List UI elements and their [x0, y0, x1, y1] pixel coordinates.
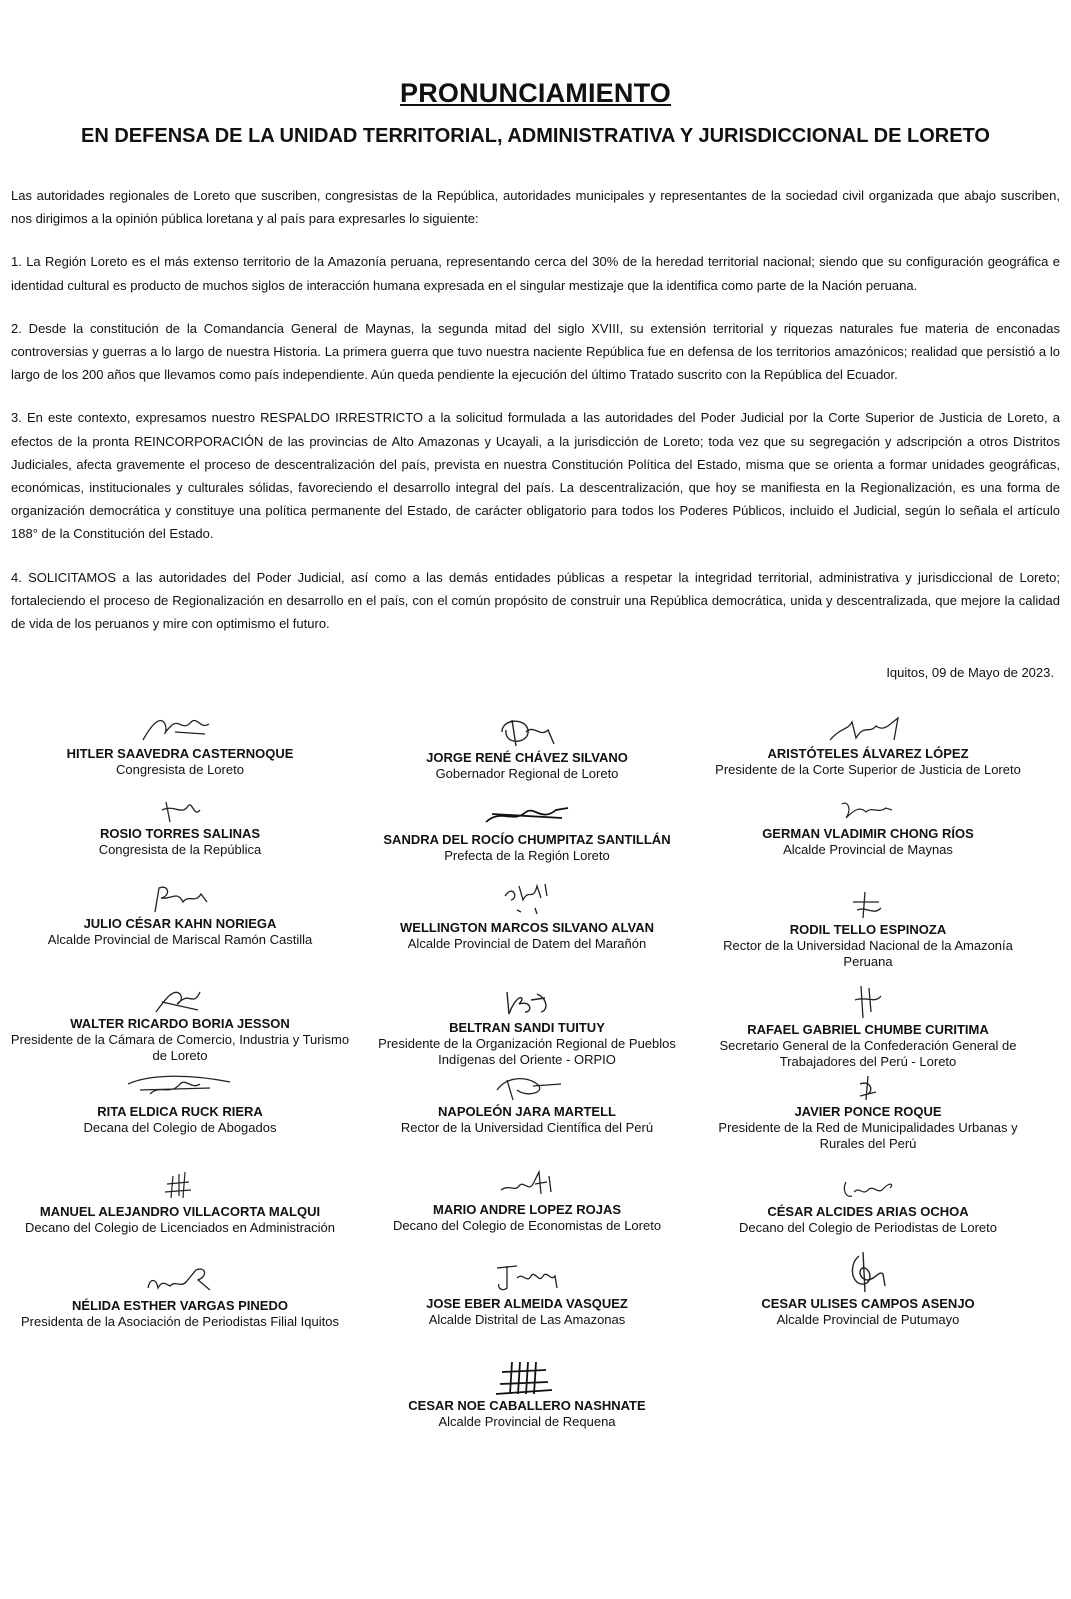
signatory-name: ARISTÓTELES ÁLVAREZ LÓPEZ — [767, 746, 969, 761]
signatory-role: Presidenta de la Asociación de Periodistas Filial Iquitos — [21, 1314, 339, 1329]
signatory-role: Alcalde Provincial de Maynas — [783, 842, 953, 857]
document-date: Iquitos, 09 de Mayo de 2023. — [886, 665, 1054, 680]
signatory-name: WALTER RICARDO BORIA JESSON — [70, 1016, 290, 1031]
handwritten-signature — [477, 1258, 577, 1296]
signatory-role: Presidente de la Red de Municipalidades Urbanas y Rurales del Perú — [718, 1120, 1018, 1151]
signature-block — [10, 796, 350, 858]
signatory-name: JAVIER PONCE ROQUE — [794, 1104, 942, 1119]
signatory-role: Gobernador Regional de Loreto — [435, 766, 619, 781]
signatory-role: Congresista de Loreto — [116, 762, 244, 777]
signature-block — [10, 882, 350, 948]
handwritten-signature — [828, 796, 908, 826]
signature-block — [10, 1168, 350, 1236]
signatory-name: RODIL TELLO ESPINOZA — [789, 922, 947, 937]
signatory-name: CESAR NOE CABALLERO NASHNATE — [408, 1398, 646, 1413]
signature-block — [357, 800, 697, 864]
signatory-role: Prefecta de la Región Loreto — [444, 848, 610, 863]
signatory-name: JULIO CÉSAR KAHN NORIEGA — [83, 916, 277, 931]
signatory-role: Decano del Colegio de Economistas de Loreto — [392, 1218, 662, 1233]
paragraph-4: 4. SOLICITAMOS a las autoridades del Poder Judicial, así como a las demás entidades públicas a respetar la integridad territorial, administrativa y jurisdiccional de Loreto; fortaleciendo el proceso de Regionalización en desarrollo en el país, con el común propósito de construir una República democrática, unida y descentralizada, que mejore la calidad de vida de los peruanos y mire con optimismo el futuro. — [11, 569, 1060, 632]
signatory-name: NÉLIDA ESTHER VARGAS PINEDO — [72, 1298, 288, 1313]
signatory-role: Alcalde Provincial de Datem del Marañón — [407, 936, 647, 951]
signatory-role: Alcalde Distrital de Las Amazonas — [428, 1312, 626, 1327]
handwritten-signature — [833, 888, 903, 922]
document-subtitle: EN DEFENSA DE LA UNIDAD TERRITORIAL, ADMINISTRATIVA Y JURISDICCIONAL DE LORETO — [81, 125, 990, 147]
handwritten-signature — [818, 712, 918, 746]
signatory-name: NAPOLEÓN JARA MARTELL — [438, 1104, 616, 1119]
signatory-name: RAFAEL GABRIEL CHUMBE CURITIMA — [747, 1022, 989, 1037]
paragraph-1: 1. La Región Loreto es el más extenso territorio de la Amazonía peruana, representando cerca del 30% de la heredad territorial nacional; siendo que su configuración geográfica e identidad cultural es producto de muchos siglos de interacción humana expresada en el singular mestizaje que la identifica como parte de la Nación peruana. — [11, 254, 1060, 293]
signatory-name: MARIO ANDRE LOPEZ ROJAS — [432, 1202, 622, 1217]
signatory-role: Secretario General de la Confederación General de Trabajadores del Perú - Loreto — [719, 1038, 1017, 1069]
handwritten-signature — [828, 1174, 908, 1204]
handwritten-signature — [477, 1070, 577, 1104]
handwritten-signature — [833, 1250, 903, 1296]
signatory-role: Presidente de la Cámara de Comercio, Industria y Turismo de Loreto — [10, 1032, 350, 1063]
signatory-role: Congresista de la República — [98, 842, 262, 857]
handwritten-signature — [482, 714, 572, 750]
signatory-name: HITLER SAAVEDRA CASTERNOQUE — [66, 746, 294, 761]
handwritten-signature — [487, 1166, 567, 1202]
signature-block — [357, 1358, 697, 1430]
signature-block — [698, 1174, 1038, 1236]
document-title: PRONUNCIAMIENTO — [399, 78, 671, 108]
signatory-role: Alcalde Provincial de Mariscal Ramón Castilla — [47, 932, 313, 947]
signature-block — [357, 1166, 697, 1234]
signatory-name: GERMAN VLADIMIR CHONG RÍOS — [762, 826, 974, 841]
signatory-role: Rector de la Universidad Científica del Perú — [400, 1120, 654, 1135]
signatory-role: Decano del Colegio de Periodistas de Loreto — [738, 1220, 997, 1235]
signatory-role: Presidente de la Corte Superior de Justicia de Loreto — [715, 762, 1021, 777]
signature-block — [698, 888, 1038, 970]
signatory-role: Alcalde Provincial de Requena — [438, 1414, 616, 1429]
paragraph-2: 2. Desde la constitución de la Comandancia General de Maynas, la segunda mitad del siglo XVIII, su extensión territorial y riquezas naturales fue materia de enconadas controversias y guerras a lo largo de nuestra Historia. La primera guerra que tuvo nuestra naciente República fue en defensa de los territorios amazónicos; realidad que persistió a lo largo de los 200 años que llevamos como país independiente. Aún queda pendiente la ejecución del último Tratado suscrito con la República del Ecuador. — [11, 320, 1060, 383]
signature-block — [10, 1262, 350, 1330]
handwritten-signature — [135, 882, 225, 916]
signature-block — [698, 1072, 1038, 1152]
handwritten-signature — [487, 986, 567, 1020]
signatory-name: WELLINGTON MARCOS SILVANO ALVAN — [400, 920, 654, 935]
signatory-name: JORGE RENÉ CHÁVEZ SILVANO — [426, 750, 628, 765]
signature-block — [698, 796, 1038, 858]
handwritten-signature — [140, 796, 220, 826]
handwritten-signature — [135, 712, 225, 746]
handwritten-signature — [838, 1072, 898, 1104]
signatory-role: Alcalde Provincial de Putumayo — [776, 1312, 960, 1327]
signatory-name: CÉSAR ALCIDES ARIAS OCHOA — [767, 1204, 969, 1219]
signature-block — [10, 712, 350, 778]
signatory-name: BELTRAN SANDI TUITUY — [449, 1020, 605, 1035]
signature-block — [10, 1070, 350, 1136]
signatory-name: RITA ELDICA RUCK RIERA — [97, 1104, 263, 1119]
signatory-name: ROSIO TORRES SALINAS — [99, 826, 261, 841]
document-body — [11, 184, 1060, 655]
signatory-name: CESAR ULISES CAMPOS ASENJO — [761, 1296, 975, 1311]
signature-block — [357, 714, 697, 782]
handwritten-signature — [472, 800, 582, 832]
paragraph-3: 3. En este contexto, expresamos nuestro RESPALDO IRRESTRICTO a la solicitud formulada a las autoridades del Poder Judicial por la Corte Superior de Justicia de Loreto, a efectos de la pronta REINCORPORACIÓN de las provincias de Alto Amazonas y Ucayali, a la jurisdicción de Loreto; toda vez que su segregación y adscripción a otros Distritos Judiciales, afecta gravemente el proceso de descentralización del país, prevista en nuestra Constitución Política del Estado, misma que se orienta a formar unidades geográficas, económicas, institucionales y culturales sólidas, favoreciendo el desarrollo integral del país. La descentralización, que hoy se manifiesta en la Regionalización, es una forma de organización democrática y constituye una política permanente del Estado, de carácter obligatorio para todos los Poderes Públicos, incluido el Judicial, según lo señala el artículo 188° de la Constitución del Estado. — [11, 410, 1060, 542]
signature-block — [357, 986, 697, 1068]
handwritten-signature — [145, 1168, 215, 1204]
signature-block — [10, 984, 350, 1064]
handwritten-signature — [140, 984, 220, 1016]
signature-block — [698, 982, 1038, 1070]
signatory-role: Decana del Colegio de Abogados — [83, 1120, 277, 1135]
handwritten-signature — [833, 982, 903, 1022]
signatory-name: SANDRA DEL ROCÍO CHUMPITAZ SANTILLÁN — [383, 832, 671, 847]
signature-block — [698, 712, 1038, 778]
signature-block — [698, 1250, 1038, 1328]
signatory-name: MANUEL ALEJANDRO VILLACORTA MALQUI — [39, 1204, 321, 1219]
signature-block — [357, 876, 697, 952]
signatory-name: JOSE EBER ALMEIDA VASQUEZ — [426, 1296, 628, 1311]
handwritten-signature — [487, 876, 567, 920]
signature-block — [357, 1070, 697, 1136]
signatory-role: Rector de la Universidad Nacional de la Amazonía Peruana — [723, 938, 1013, 969]
signatory-role: Presidente de la Organización Regional de Pueblos Indígenas del Oriente - ORPIO — [378, 1036, 676, 1067]
intro-paragraph: Las autoridades regionales de Loreto que suscriben, congresistas de la República, autoridades municipales y representantes de la sociedad civil organizada que abajo suscriben, nos dirigimos a la opinión pública loretana y al país para expresarles lo siguiente: — [11, 188, 1060, 227]
signature-block — [357, 1258, 697, 1328]
signatory-role: Decano del Colegio de Licenciados en Administración — [24, 1220, 336, 1235]
handwritten-signature — [120, 1070, 240, 1104]
handwritten-signature — [482, 1358, 572, 1398]
handwritten-signature — [130, 1262, 230, 1298]
